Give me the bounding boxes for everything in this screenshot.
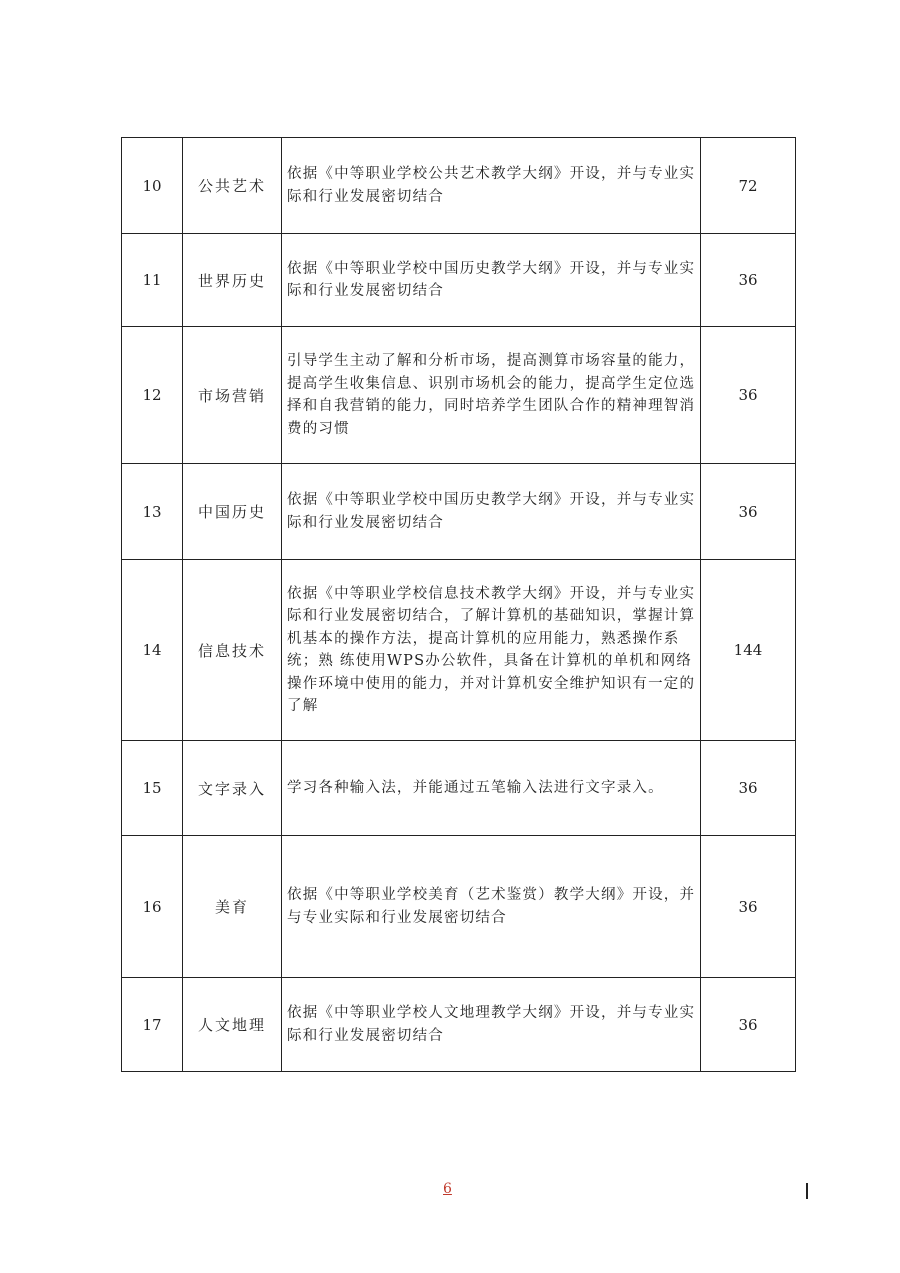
course-hours: 36 [701,327,796,464]
course-description-text: 依据《中等职业学校人文地理教学大纲》开设，并与专业实际和行业发展密切结合 [287,1005,696,1044]
table-row [122,560,796,741]
table-row [122,138,796,234]
course-number: 17 [122,978,183,1072]
course-name: 市场营销 [183,327,282,464]
table-row [122,978,796,1072]
course-hours: 72 [701,138,796,234]
course-number: 13 [122,464,183,560]
course-description [282,327,701,464]
text-cursor-mark [806,1183,808,1199]
course-number: 12 [122,327,183,464]
course-table [121,137,796,1072]
course-name: 世界历史 [183,234,282,327]
course-description-text: 引导学生主动了解和分析市场，提高测算市场容量的能力，提高学生收集信息、识别市场机会的能力，提高学生定位选择和自我营销的能力，同时培养学生团队合作的精神理智消费的习惯 [287,353,696,437]
course-description [282,560,701,741]
course-description [282,138,701,234]
course-number: 15 [122,741,183,836]
course-description [282,836,701,978]
course-number: 16 [122,836,183,978]
course-description-text: 依据《中等职业学校公共艺术教学大纲》开设，并与专业实际和行业发展密切结合 [287,166,696,205]
course-description [282,234,701,327]
course-hours: 36 [701,234,796,327]
table-row [122,234,796,327]
course-description [282,464,701,560]
course-hours: 144 [701,560,796,741]
course-name: 文字录入 [183,741,282,836]
course-name: 公共艺术 [183,138,282,234]
course-hours: 36 [701,836,796,978]
table-row [122,836,796,978]
page-number: 6 [443,1181,452,1197]
course-hours: 36 [701,978,796,1072]
course-name: 美育 [183,836,282,978]
table-row [122,741,796,836]
course-name: 信息技术 [183,560,282,741]
course-description [282,978,701,1072]
course-description-text: 学习各种输入法，并能通过五笔输入法进行文字录入。 [287,779,664,796]
course-hours: 36 [701,464,796,560]
course-number: 14 [122,560,183,741]
table-row [122,327,796,464]
course-name: 中国历史 [183,464,282,560]
course-number: 10 [122,138,183,234]
course-description-text: 依据《中等职业学校信息技术教学大纲》开设，并与专业实际和行业发展密切结合，了解计算机的基础知识，掌握计算机基本的操作方法，提高计算机的应用能力，熟悉操作系统；熟 练使用WPS办公软件，具备在计算机的单机和网络操作环境中使用的能力，并对计算机安全维护知识有一定的了解 [287,585,696,714]
course-hours: 36 [701,741,796,836]
course-description [282,741,701,836]
course-name: 人文地理 [183,978,282,1072]
course-description-text: 依据《中等职业学校中国历史教学大纲》开设，并与专业实际和行业发展密切结合 [287,260,696,299]
table-row [122,464,796,560]
course-number: 11 [122,234,183,327]
course-description-text: 依据《中等职业学校中国历史教学大纲》开设，并与专业实际和行业发展密切结合 [287,492,696,531]
course-description-text: 依据《中等职业学校美育（艺术鉴赏）教学大纲》开设，并与专业实际和行业发展密切结合 [287,887,696,926]
